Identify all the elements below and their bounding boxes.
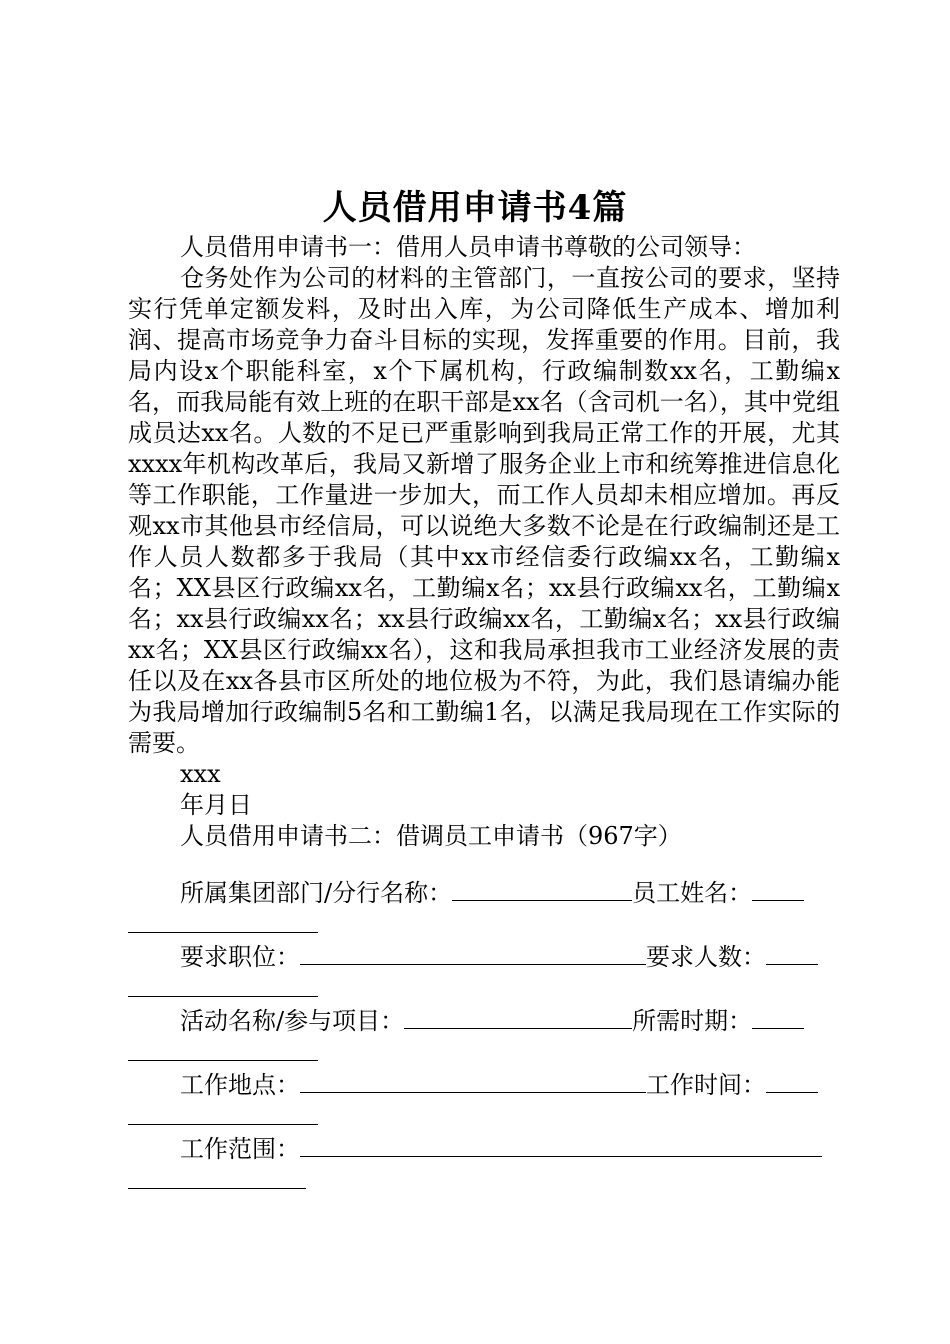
time-blank-continued [128, 1100, 318, 1125]
count-blank-continued [128, 972, 318, 997]
time-label: 工作时间： [646, 1071, 766, 1099]
time-blank [766, 1068, 818, 1093]
activity-blank [404, 1004, 632, 1029]
form-row-scope [128, 1132, 840, 1164]
form-row-position-count [128, 940, 840, 972]
scope-blank [300, 1132, 822, 1157]
scope-blank-continued [128, 1164, 306, 1189]
body-text [128, 232, 840, 852]
form-row-activity-period [128, 1004, 840, 1036]
form-row-location-time [128, 1068, 840, 1100]
name-label: 员工姓名： [632, 879, 753, 907]
form-row-dept-name [128, 876, 840, 908]
count-blank [766, 940, 818, 965]
form-continuation-line [128, 1036, 840, 1068]
form-continuation-line [128, 908, 840, 940]
document-title: 人员借用申请书4篇 [322, 188, 628, 228]
period-blank [752, 1004, 804, 1029]
request-form [128, 876, 840, 1196]
location-label: 工作地点： [180, 1071, 300, 1099]
count-label: 要求人数： [646, 943, 766, 971]
signature: xxx [180, 760, 221, 788]
dept-blank [452, 876, 632, 901]
name-blank-continued [128, 908, 318, 933]
form-continuation-line [128, 1164, 840, 1196]
dept-label: 所属集团部门/分行名称： [180, 879, 453, 907]
position-label: 要求职位： [180, 943, 300, 971]
form-continuation-line [128, 1100, 840, 1132]
name-blank [752, 876, 804, 901]
scope-label: 工作范围： [180, 1135, 300, 1163]
date-line: 年月日 [180, 791, 252, 819]
period-label: 所需时期： [632, 1007, 753, 1035]
period-blank-continued [128, 1036, 318, 1061]
second-section-title: 人员借用申请书二：借调员工申请书（967字） [180, 822, 682, 850]
intro-line: 人员借用申请书一：借用人员申请书尊敬的公司领导： [180, 233, 756, 261]
form-continuation-line [128, 972, 840, 1004]
activity-label: 活动名称/参与项目： [180, 1007, 405, 1035]
position-blank [300, 940, 646, 965]
body-paragraph: 仓务处作为公司的材料的主管部门，一直按公司的要求，坚持实行凭单定额发料，及时出入库，为公司降低生产成本、增加利润、提高市场竞争力奋斗目标的实现，发挥重要的作用。目前，我局内设x个职能科室，x个下属机构，行政编制数xx名，工勤编x名，而我局能有效上班的在职干部是xx名（含司机一名），其中党组成员达xx名。人数的不足已严重影响到我局正常工作的开展，尤其xxxx年机构改革后，我局又新增了服务企业上市和统筹推进信息化等工作职能，工作量进一步加大，而工作人员却未相应增加。再反观xx市其他县市经信局，可以说绝大多数不论是在行政编制还是工作人员人数都多于我局（其中xx市经信委行政编xx名，工勤编x名；XX县区行政编xx名，工勤编x名；xx县行政编xx名，工勤编x名；xx县行政编xx名；xx县行政编xx名，工勤编x名；xx县行政编xx名；XX县区行政编xx名），这和我局承担我市工业经济发展的责任以及在xx各县市区所处的地位极为不符，为此，我们恳请编办能为我局增加行政编制5名和工勤编1名，以满足我局现在工作实际的需要。 [128, 264, 840, 757]
location-blank [300, 1068, 646, 1093]
